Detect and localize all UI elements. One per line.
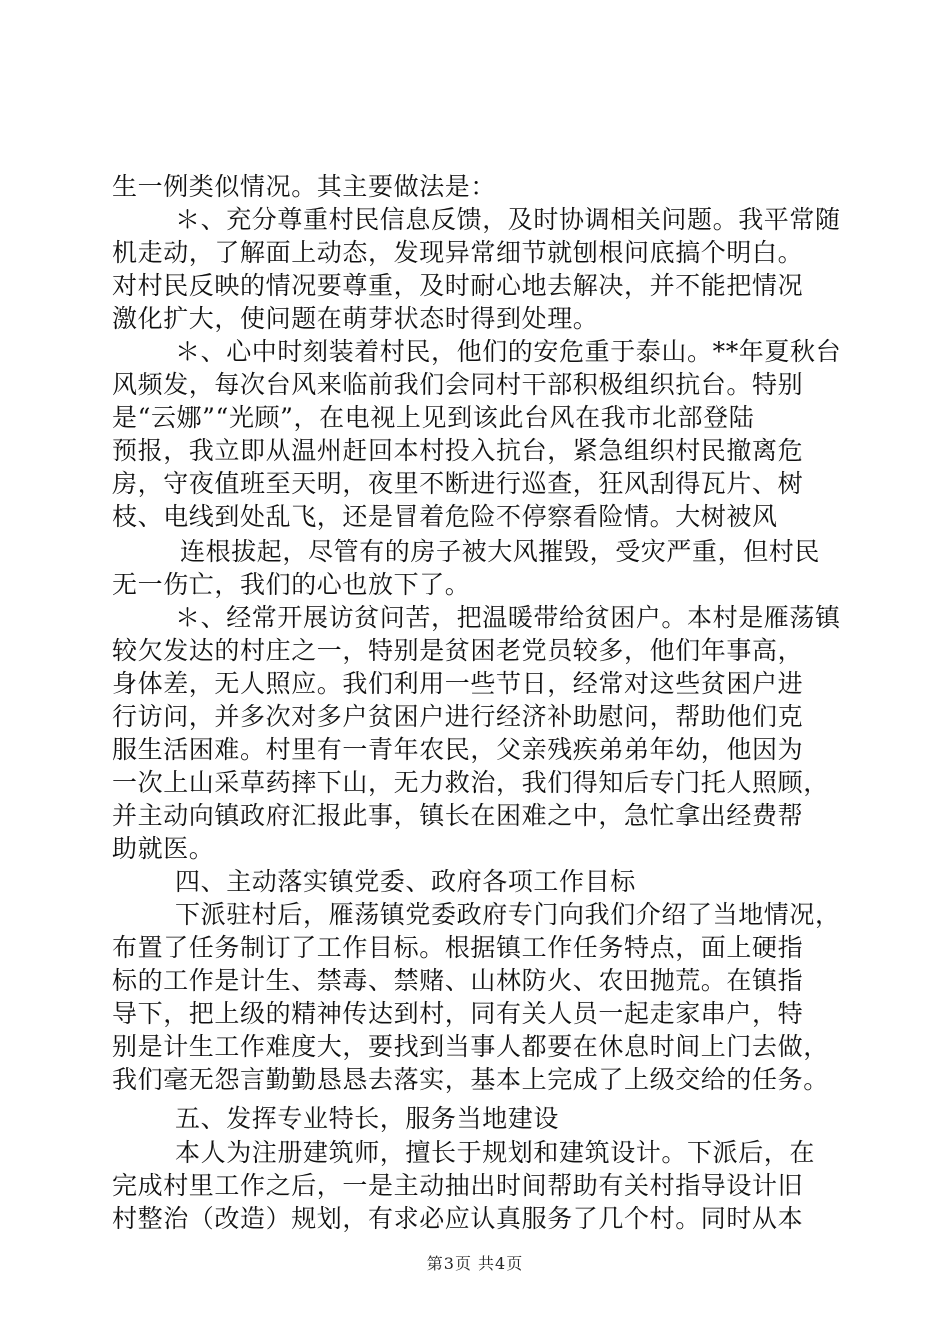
text-line: 助就医。	[112, 834, 215, 863]
text-line: 一次上山采草药摔下山，无力救治，我们得知后专门托人照顾，	[112, 768, 829, 797]
text-line: 身体差，无人照应。我们利用一些节日，经常对这些贫困户进	[112, 669, 804, 698]
text-line: 下派驻村后，雁荡镇党委政府专门向我们介绍了当地情况，	[175, 900, 841, 929]
text-line: 无一伤亡，我们的心也放下了。	[112, 570, 471, 599]
text-line: ＊、心中时刻装着村民，他们的安危重于泰山。**年夏秋台	[175, 337, 842, 366]
text-line: 服生活困难。村里有一青年农民，父亲残疾弟弟年幼，他因为	[112, 735, 804, 764]
text-line: 对村民反映的情况要尊重，及时耐心地去解决，并不能把情况	[112, 271, 804, 300]
text-line: 生一例类似情况。其主要做法是：	[112, 172, 497, 201]
text-line: 较欠发达的村庄之一，特别是贫困老党员较多，他们年事高，	[112, 636, 804, 665]
text-line: 并主动向镇政府汇报此事，镇长在困难之中，急忙拿出经费帮	[112, 801, 804, 830]
text-line: 布置了任务制订了工作目标。根据镇工作任务特点，面上硬指	[112, 933, 804, 962]
text-line: 激化扩大，使问题在萌芽状态时得到处理。	[112, 304, 599, 333]
text-line: 标的工作是计生、禁毒、禁赌、山林防火、农田抛荒。在镇指	[112, 966, 804, 995]
text-line: 房，守夜值班至天明，夜里不断进行巡查，狂风刮得瓦片、树	[112, 469, 804, 498]
text-line: 行访问，并多次对多户贫困户进行经济补助慰问，帮助他们克	[112, 702, 804, 731]
text-line: 机走动，了解面上动态，发现异常细节就刨根问底搞个明白。	[112, 238, 804, 267]
text-line: ＊、经常开展访贫问苦，把温暖带给贫困户。本村是雁荡镇	[175, 603, 841, 632]
text-line: 别是计生工作难度大，要找到当事人都要在休息时间上门去做，	[112, 1032, 829, 1061]
text-line: 我们毫无怨言勤勤恳恳去落实，基本上完成了上级交给的任务。	[112, 1065, 829, 1094]
text-line: ＊、充分尊重村民信息反馈，及时协调相关问题。我平常随	[175, 205, 841, 234]
text-line: 预报，我立即从温州赶回本村投入抗台，紧急组织村民撤离危	[112, 436, 804, 465]
text-line: 连根拔起，尽管有的房子被大风摧毁，受灾严重，但村民	[180, 537, 821, 566]
text-line: 四、主动落实镇党委、政府各项工作目标	[175, 867, 636, 896]
text-line: 五、发挥专业特长，服务当地建设	[175, 1104, 560, 1133]
text-line: 导下，把上级的精神传达到村，同有关人员一起走家串户，特	[112, 999, 804, 1028]
text-line: 本人为注册建筑师，擅长于规划和建筑设计。下派后，在	[175, 1138, 816, 1167]
text-line: 村整治（改造）规划，有求必应认真服务了几个村。同时从本	[112, 1204, 804, 1233]
text-line: 完成村里工作之后，一是主动抽出时间帮助有关村指导设计旧	[112, 1171, 804, 1200]
text-line: 风频发，每次台风来临前我们会同村干部积极组织抗台。特别	[112, 370, 804, 399]
text-line: 是“云娜”“光顾”，在电视上见到该此台风在我市北部登陆	[112, 403, 755, 432]
text-line: 枝、电线到处乱飞，还是冒着危险不停察看险情。大树被风	[112, 502, 778, 531]
page-footer: 第3页 共4页	[426, 1254, 524, 1273]
